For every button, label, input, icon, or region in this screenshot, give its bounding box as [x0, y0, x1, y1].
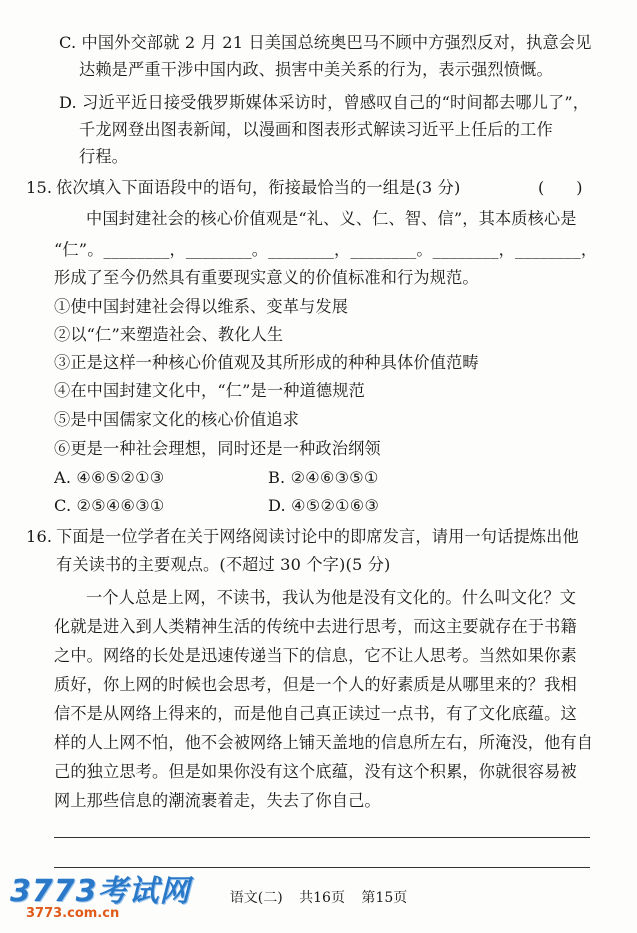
q16-passage-line6: 样的人上网不怕，他不会被网络上铺天盖地的信息所左右，所淹没，他有自	[54, 733, 594, 752]
q16-passage-line2: 化就是进入到人类精神生活的传统中去进行思考，而这主要就存在于书籍	[54, 617, 577, 636]
q14-option-c-line1: C. 中国外交部就 2 月 21 日美国总统奥巴马不顾中方强烈反对，执意会见	[59, 33, 592, 52]
footer-page-number: 第15页	[361, 890, 408, 906]
q15-item-3: ③正是这样一种核心价值观及其所形成的种种具体价值范畴	[54, 353, 479, 372]
q14-option-d-line1: D. 习近平近日接受俄罗斯媒体采访时，曾感叹自己的“时间都去哪儿了”，	[59, 93, 590, 112]
q15-item-5: ⑤是中国儒家文化的核心价值追求	[54, 410, 300, 429]
q16-stem-line2: 有关读书的主要观点。(不超过 30 个字)(5 分)	[56, 555, 391, 574]
q15-choice-b[interactable]: B. ②④⑥③⑤①	[268, 468, 379, 487]
q14-option-d-line3: 行程。	[79, 147, 129, 166]
q14-option-c-line2: 达赖是严重干涉中国内政、损害中美关系的行为，表示强烈愤慨。	[79, 60, 553, 79]
q15-number: 15.	[26, 178, 53, 197]
q14-option-d-line2: 千龙网登出图表新闻，以漫画和图表形式解读习近平上任后的工作	[79, 120, 553, 139]
q16-number: 16.	[26, 527, 53, 546]
q15-passage-line3: 形成了至今仍然具有重要现实意义的价值标准和行为规范。	[54, 268, 479, 287]
q15-item-1: ①使中国封建社会得以维系、变革与发展	[54, 297, 349, 316]
watermark-url: 3773.com.cn	[26, 906, 120, 921]
q15-passage-line2: “仁”。________，________。________，________。________，________，	[54, 240, 598, 259]
q15-passage-line1: 中国封建社会的核心价值观是“礼、义、仁、智、信”，其本质核心是	[86, 209, 577, 228]
page-footer	[0, 888, 637, 908]
q16-passage-line8: 网上那些信息的潮流裹着走，失去了你自己。	[54, 791, 381, 810]
q15-item-6: ⑥更是一种社会理想，同时还是一种政治纲领	[54, 439, 381, 458]
q16-passage-line5: 信不是从网络上得来的，而是他自己真正读过一点书，有了文化底蕴。这	[54, 704, 577, 723]
q16-passage-line7: 己的独立思考。但是如果你没有这个底蕴，没有这个积累，你就很容易被	[54, 762, 577, 781]
q15-stem: 依次填入下面语段中的语句，衔接最恰当的一组是(3 分)	[56, 178, 461, 197]
q15-item-2: ②以“仁”来塑造社会、教化人生	[54, 325, 284, 344]
footer-total-pages: 共16页	[299, 890, 345, 906]
q16-stem-line1: 下面是一位学者在关于网络阅读讨论中的即席发言，请用一句话提炼出他	[56, 527, 579, 546]
q15-item-4: ④在中国封建文化中，“仁”是一种道德规范	[54, 381, 365, 400]
q16-passage-line3: 之中。网络的长处是迅速传递当下的信息，它不让人思考。当然如果你素	[54, 646, 577, 665]
q16-passage-line1: 一个人总是上网，不读书，我认为他是没有文化的。什么叫文化？文	[86, 588, 577, 607]
watermark-brand: 3773考试网	[10, 874, 191, 909]
q15-choice-a[interactable]: A. ④⑥⑤②①③	[54, 468, 165, 487]
q15-choice-c[interactable]: C. ②⑤④⑥③①	[54, 496, 165, 515]
answer-line-1[interactable]	[54, 837, 590, 838]
q15-answer-parentheses: ( )	[538, 178, 583, 197]
q15-choice-d[interactable]: D. ④⑤②①⑥③	[268, 496, 380, 515]
q16-passage-line4: 质好，你上网的时候也会思考，但是一个人的好素质是从哪里来的？我相	[54, 675, 577, 694]
footer-subject: 语文(二)	[229, 890, 283, 906]
